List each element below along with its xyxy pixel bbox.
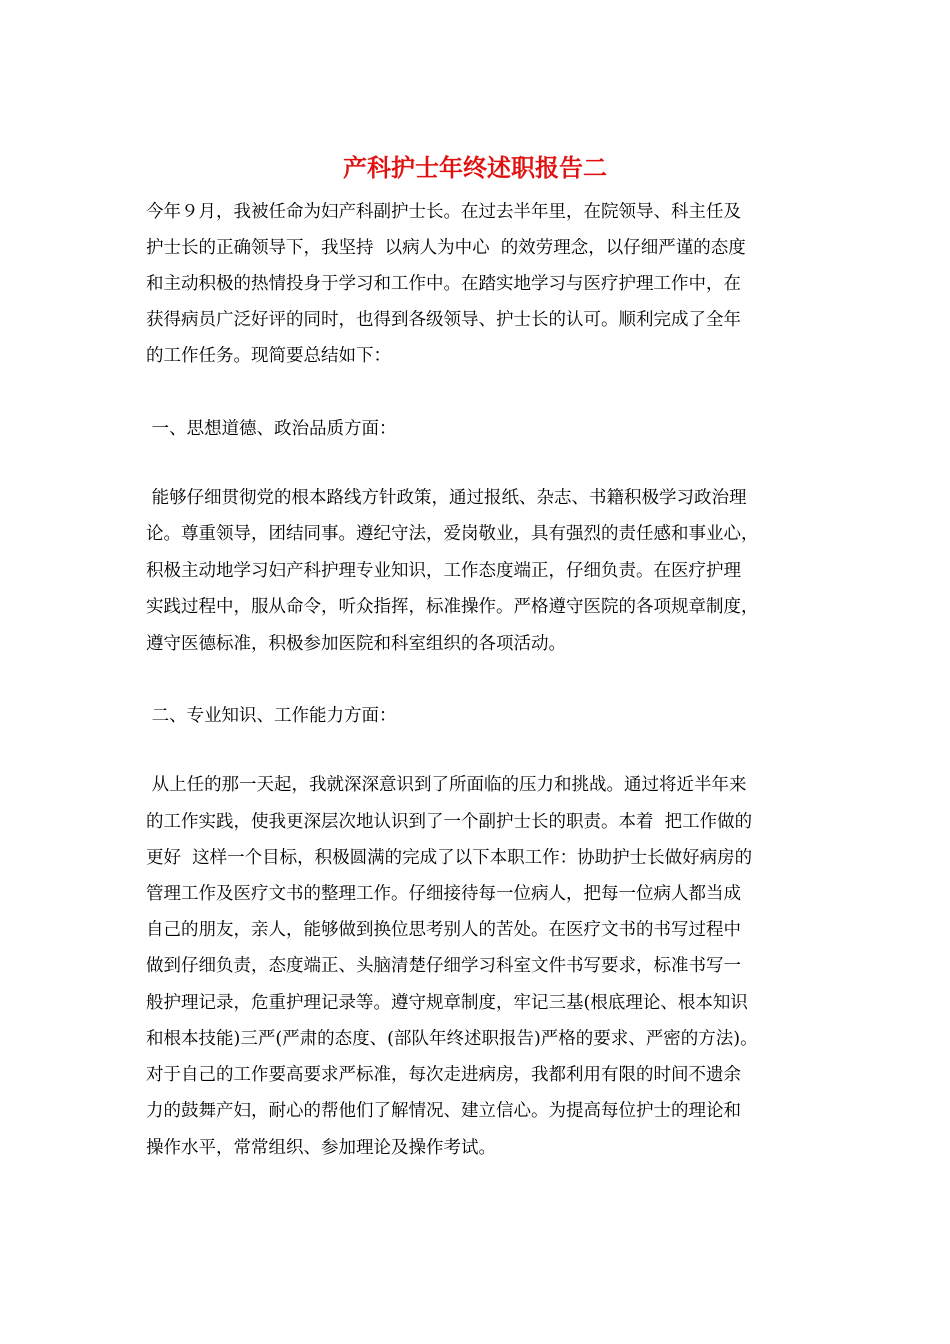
paragraph-line: 从上任的那一天起，我就深深意识到了所面临的压力和挑战。通过将近半年来 bbox=[146, 775, 747, 795]
paragraph-line: 做到仔细负责，态度端正、头脑清楚仔细学习科室文件书写要求，标准书写一 bbox=[146, 956, 741, 976]
section-heading: 一、思想道德、政治品质方面： bbox=[146, 419, 397, 439]
paragraph-line: 的工作实践，使我更深层次地认识到了一个副护士长的职责。本着 把工作做的 bbox=[146, 812, 753, 832]
paragraph-line: 对于自己的工作要高要求严标准，每次走进病房，我都利用有限的时间不遗余 bbox=[146, 1065, 741, 1085]
paragraph-line: 管理工作及医疗文书的整理工作。仔细接待每一位病人，把每一位病人都当成 bbox=[146, 884, 741, 904]
document-title: 产科护士年终述职报告二 bbox=[343, 153, 607, 182]
paragraph-line: 论。尊重领导，团结同事。遵纪守法，爱岗敬业，具有强烈的责任感和事业心， bbox=[146, 524, 759, 544]
paragraph-line: 自己的朋友，亲人，能够做到换位思考别人的苦处。在医疗文书的书写过程中 bbox=[146, 920, 741, 940]
paragraph-line: 般护理记录，危重护理记录等。遵守规章制度，牢记三基(根底理论、根本知识 bbox=[146, 993, 748, 1013]
section-heading: 二、专业知识、工作能力方面： bbox=[146, 706, 397, 726]
paragraph-line: 和根本技能)三严(严肃的态度、(部队年终述职报告)严格的要求、严密的方法)。 bbox=[146, 1029, 758, 1049]
paragraph-line: 遵守医德标准，积极参加医院和科室组织的各项活动。 bbox=[146, 634, 566, 654]
paragraph-line: 实践过程中，服从命令，听众指挥，标准操作。严格遵守医院的各项规章制度， bbox=[146, 597, 759, 617]
paragraph-line: 更好 这样一个目标，积极圆满的完成了以下本职工作：协助护士长做好病房的 bbox=[146, 848, 753, 868]
paragraph-line: 能够仔细贯彻党的根本路线方针政策，通过报纸、杂志、书籍积极学习政治理 bbox=[146, 488, 747, 508]
intro-line: 的工作任务。现简要总结如下： bbox=[146, 346, 391, 366]
intro-line: 获得病员广泛好评的同时，也得到各级领导、护士长的认可。顺利完成了全年 bbox=[146, 310, 741, 330]
paragraph-line: 操作水平，常常组织、参加理论及操作考试。 bbox=[146, 1138, 496, 1158]
intro-line: 今年９月，我被任命为妇产科副护士长。在过去半年里，在院领导、科主任及 bbox=[146, 202, 741, 222]
paragraph-line: 积极主动地学习妇产科护理专业知识，工作态度端正，仔细负责。在医疗护理 bbox=[146, 561, 741, 581]
paragraph-line: 力的鼓舞产妇，耐心的帮他们了解情况、建立信心。为提高每位护士的理论和 bbox=[146, 1101, 741, 1121]
intro-line: 护士长的正确领导下，我坚持 以病人为中心 的效劳理念，以仔细严谨的态度 bbox=[146, 238, 746, 258]
intro-line: 和主动积极的热情投身于学习和工作中。在踏实地学习与医疗护理工作中，在 bbox=[146, 274, 741, 294]
